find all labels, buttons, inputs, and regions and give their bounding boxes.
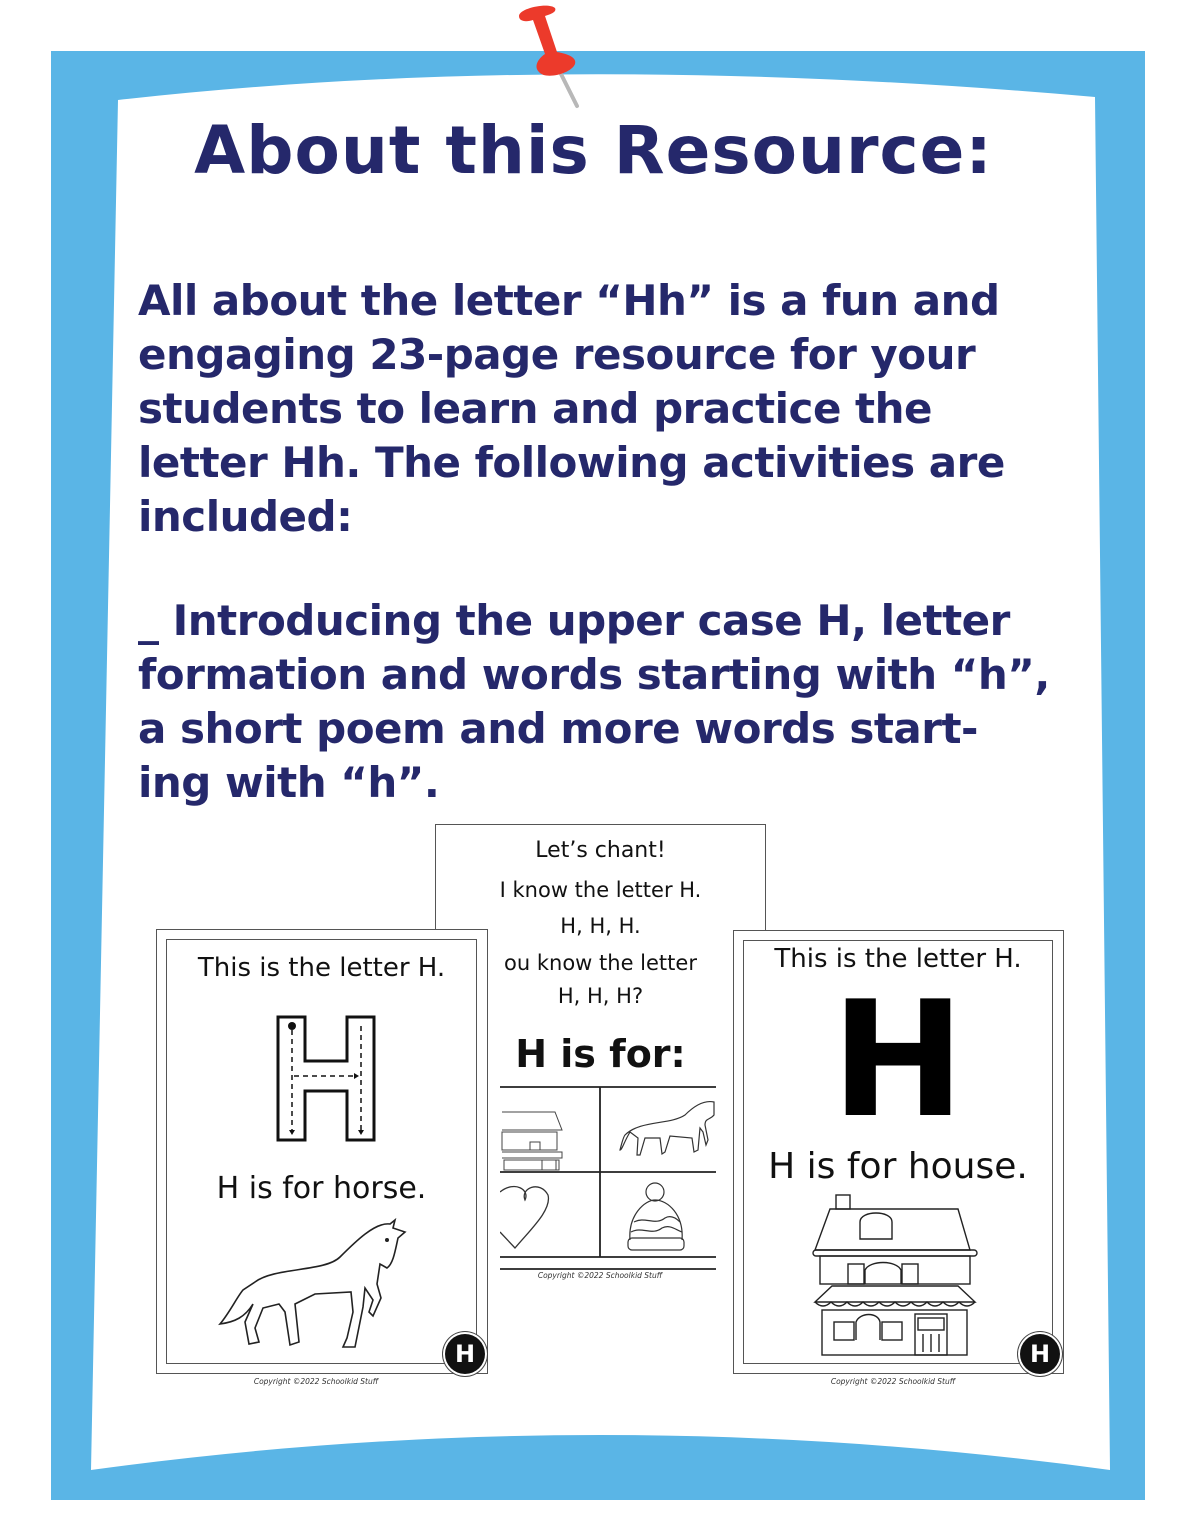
intro-line: engaging 23-page resource for your [138, 330, 976, 379]
chant-title: Let’s chant! [535, 838, 666, 863]
activity-line: formation and words starting with “h”, [138, 650, 1050, 699]
horse-icon [215, 1212, 415, 1357]
card-heading: This is the letter H. [197, 953, 446, 983]
chant-line: H, H, H. [560, 914, 641, 938]
activity-line: a short poem and more words start- [138, 704, 978, 753]
intro-line: students to learn and practice the [138, 384, 933, 433]
intro-paragraph [138, 274, 1058, 544]
activity-line: _ Introducing the upper case H, letter [138, 596, 1010, 645]
chant-line: ou know the letter [504, 951, 697, 975]
pushpin-icon [505, 0, 595, 112]
intro-line: letter Hh. The following activities are [138, 438, 1005, 487]
card-caption: H is for house. [768, 1146, 1028, 1187]
card-caption: H is for horse. [216, 1171, 427, 1206]
intro-line: All about the letter “Hh” is a fun and [138, 276, 1000, 325]
copyright-text: Copyright ©2022 Schoolkid Stuff [830, 1377, 956, 1386]
copyright-text: Copyright ©2022 Schoolkid Stuff [253, 1377, 379, 1386]
heart-icon [500, 1187, 548, 1248]
letter-badge: H [1020, 1334, 1060, 1374]
horse-icon [620, 1102, 714, 1155]
house-icon [502, 1112, 562, 1170]
h-is-for-title: H is for: [515, 1032, 686, 1076]
hat-icon [628, 1183, 684, 1250]
activity-list-item [138, 594, 1078, 810]
page-title: About this Resource: [194, 112, 993, 189]
big-letter-h: H [831, 966, 965, 1153]
house-icon [810, 1192, 980, 1358]
traceable-letter-h-icon [275, 1014, 380, 1144]
chant-line: H, H, H? [557, 984, 644, 1008]
copyright-text: Copyright ©2022 Schoolkid Stuff [537, 1271, 663, 1280]
letter-badge: H [445, 1334, 485, 1374]
card-heading: This is the letter H. [774, 944, 1022, 974]
activity-line: ing with “h”. [138, 758, 440, 807]
intro-line: included: [138, 492, 353, 541]
chant-line: I know the letter H. [499, 878, 702, 902]
h-word-grid [500, 1080, 720, 1285]
